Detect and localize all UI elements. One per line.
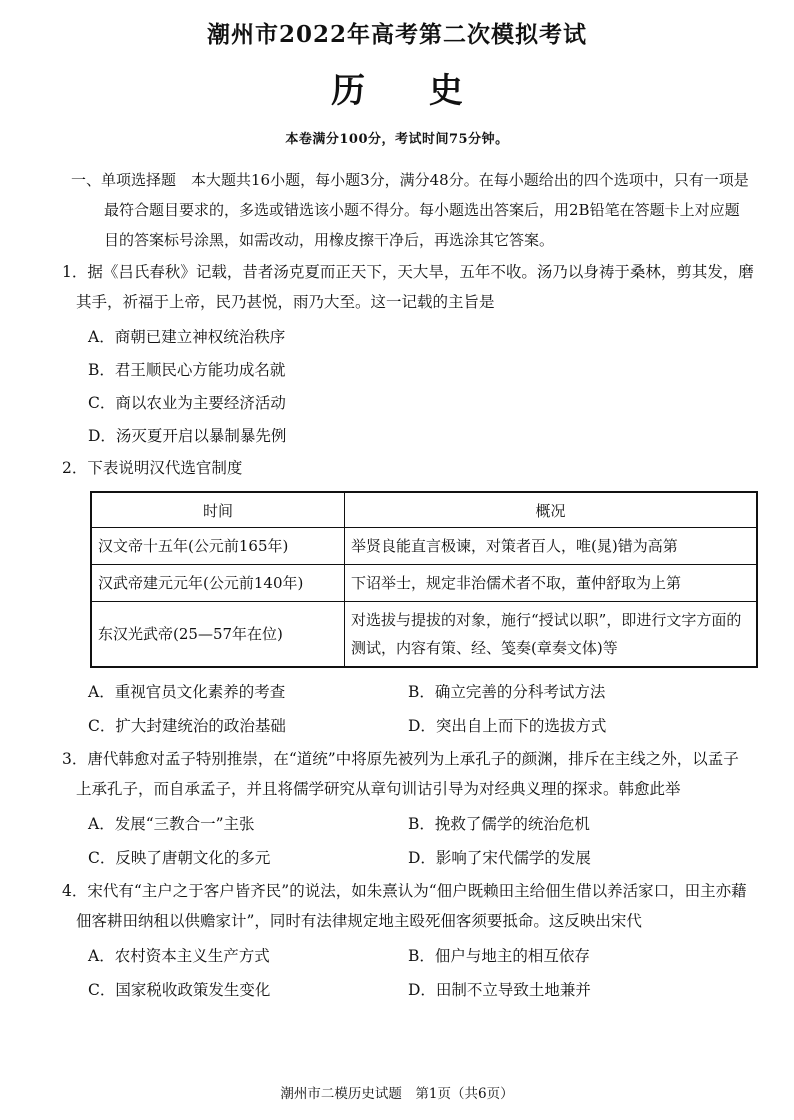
page-footer: 潮州市二模历史试题 第1页（共6页） [280,1086,514,1102]
score-info: 本卷满分100分，考试时间75分钟。 [285,132,509,147]
question-number: 4． [62,882,88,900]
question-stem [40,876,754,936]
exam-title: 潮州市2022年高考第二次模拟考试 [206,21,587,48]
table-cell: 东汉光武帝(25—57年在位) [91,602,345,668]
option-row [40,972,754,1006]
option-list [40,806,754,874]
table-row [91,565,757,602]
question-4 [40,876,754,1006]
question-1 [40,257,754,451]
option-b: B．确立完善的分科考试方法 [408,683,606,701]
question-text: 宋代有“主户之于客户皆齐民”的说法，如朱熹认为“佃户既赖田主给佃生借以养活家口，田主亦藉佃客耕田纳租以供赡家计”，同时有法律规定地主殴死佃客须要抵命。这反映出宋代 [76,882,747,930]
table-header: 时间 [91,492,345,528]
question-stem [40,744,754,804]
option-c: C．国家税收政策发生变化 [88,981,271,999]
question-number: 2． [62,459,88,477]
question-text: 下表说明汉代选官制度 [87,459,243,477]
option-row [40,840,754,874]
table-header: 概况 [345,492,758,528]
selection-table [90,491,758,668]
table-cell: 举贤良能直言极谏，对策者百人，唯(晁)错为高第 [345,528,758,565]
option-list [40,674,754,742]
option-d: D．田制不立导致土地兼并 [408,981,591,999]
option-row [40,674,754,708]
option-b: B．君王顺民心方能功成名就 [88,360,286,379]
option-d: D．影响了宋代儒学的发展 [408,849,591,867]
option-c: C．商以农业为主要经济活动 [88,393,286,412]
option-c: C．反映了唐朝文化的多元 [88,849,271,867]
table-header-row [91,492,757,528]
option-b: B．挽救了儒学的统治危机 [408,815,590,833]
option-a: A．发展“三教合一”主张 [88,815,255,833]
table-cell: 汉武帝建元元年(公元前140年) [91,565,345,602]
table-cell: 对选拔与提拔的对象，施行“授试以职”，即进行文字方面的测试，内容有策、经、笺奏(章奏文体)等 [345,602,758,668]
table-cell: 下诏举士，规定非治儒术者不取，董仲舒取为上第 [345,565,758,602]
option-a: A．农村资本主义生产方式 [88,947,270,965]
option-d: D．汤灭夏开启以暴制暴先例 [88,426,287,445]
table-cell: 汉文帝十五年(公元前165年) [91,528,345,565]
option-list [40,938,754,1006]
option-d: D．突出自上而下的选拔方式 [408,717,607,735]
option-row [40,806,754,840]
option-list [40,319,754,451]
question-stem [40,453,754,483]
question-stem [40,257,754,317]
option-a: A．商朝已建立神权统治秩序 [88,327,286,346]
question-text: 唐代韩愈对孟子特别推崇，在“道统”中将原先被列为上承孔子的颜渊，排斥在主线之外，以孟子上承孔子，而自承孟子，并且将儒学研究从章句训诂引导为对经典义理的探求。韩愈此举 [76,750,739,798]
question-3 [40,744,754,874]
table-row [91,602,757,668]
section-instruction: 一、单项选择题 本大题共16小题，每小题3分，满分48分。在每小题给出的四个选项中，只有一项是最符合题目要求的，多选或错选该小题不得分。每小题选出答案后，用2B铅笔在答题卡上对应题目的答案标号涂黑，如需改动，用橡皮擦干净后，再选涂其它答案。 [71,171,749,249]
question-text: 据《吕氏春秋》记载，昔者汤克夏而正天下，天大旱，五年不收。汤乃以身祷于桑林，剪其发，磨其手，祈福于上帝，民乃甚悦，雨乃大至。这一记载的主旨是 [76,263,754,311]
option-row [40,938,754,972]
question-number: 1． [62,263,88,281]
question-number: 3． [62,750,88,768]
option-row [40,708,754,742]
subject-title: 历 史 [331,71,489,111]
option-c: C．扩大封建统治的政治基础 [88,717,286,735]
option-b: B．佃户与地主的相互依存 [408,947,590,965]
table-row [91,528,757,565]
option-a: A．重视官员文化素养的考查 [88,683,286,701]
question-2 [40,453,754,742]
